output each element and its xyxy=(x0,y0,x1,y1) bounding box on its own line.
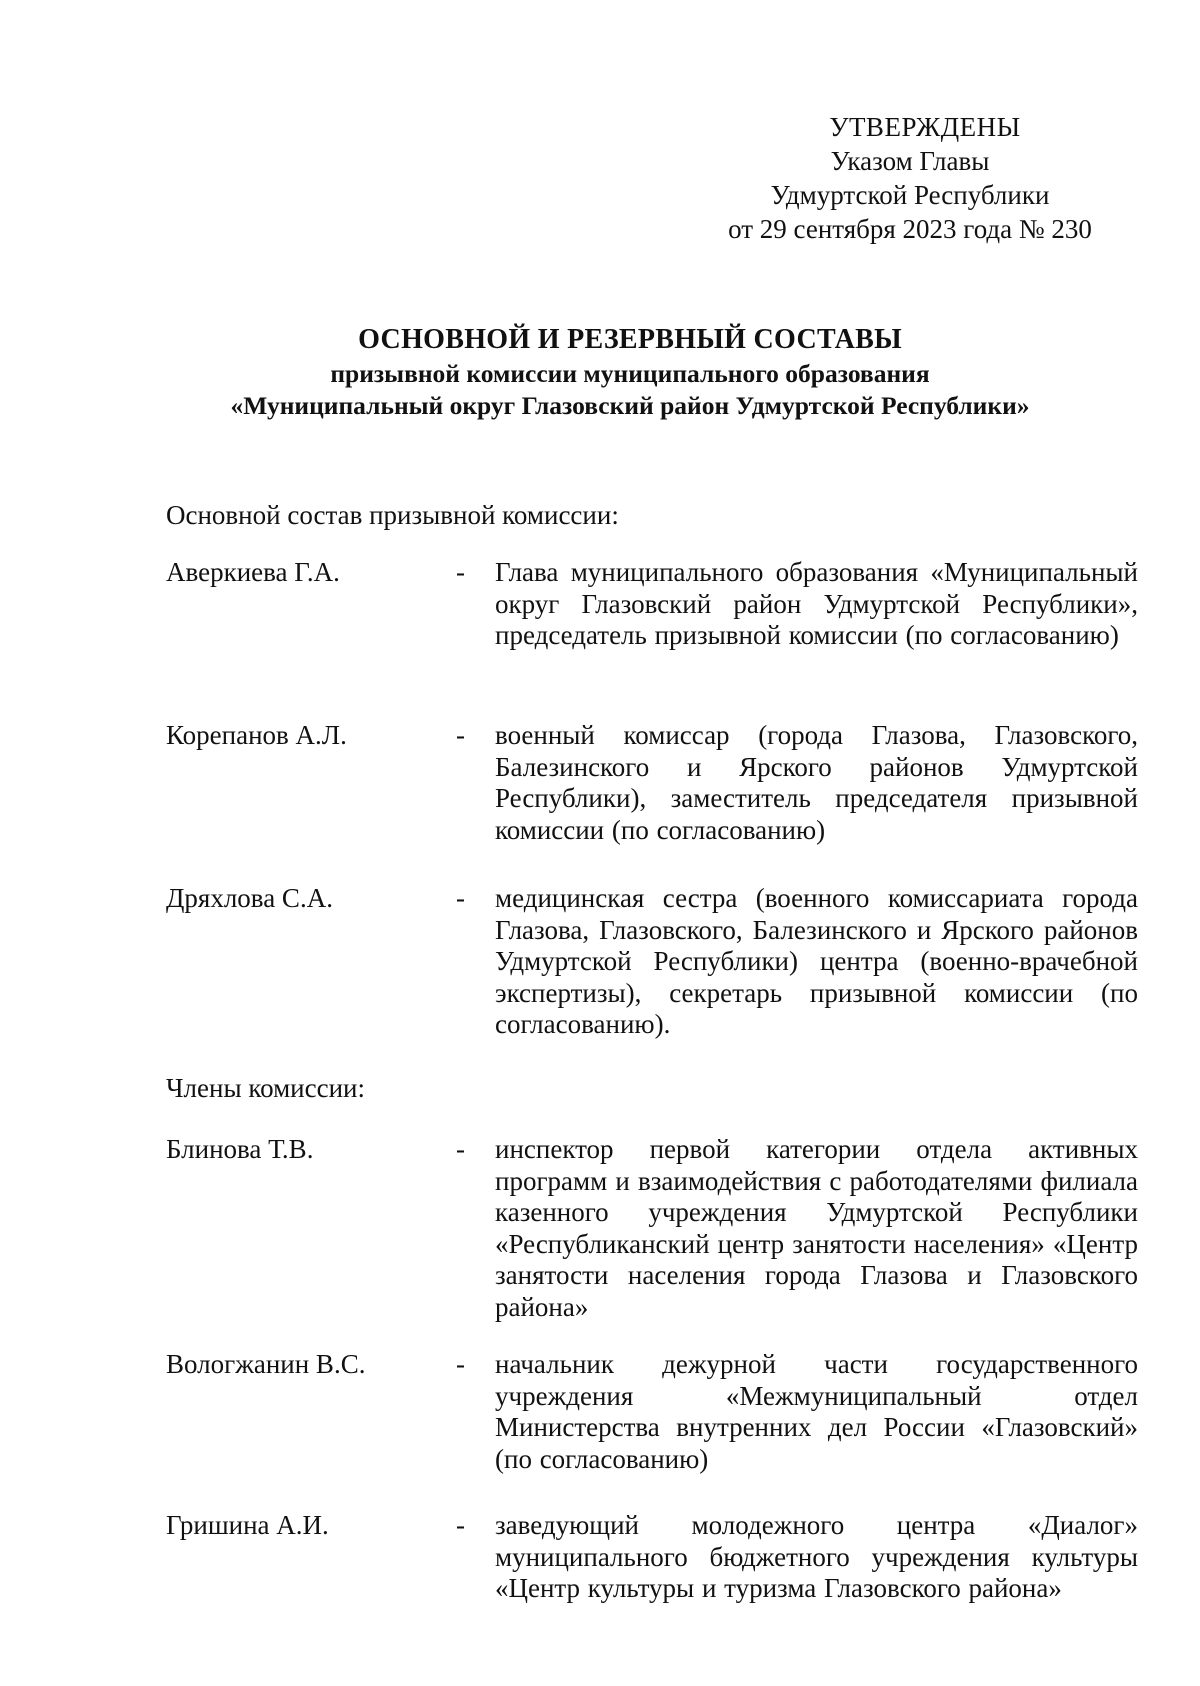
member-dash: - xyxy=(456,720,465,750)
member-dash: - xyxy=(456,1349,465,1379)
member-name: Дряхлова С.А. xyxy=(166,883,333,913)
member-role: начальник дежурной части государственного учреждения «Межмуниципальный отдел Министерства внутренних дел России «Глазовский» (по согласованию) xyxy=(495,1349,1138,1474)
member-name: Корепанов А.Л. xyxy=(166,720,347,750)
heading-sub-2: «Муниципальный округ Глазовский район Удмуртской Республики» xyxy=(230,391,1030,420)
member-role: военный комиссар (города Глазова, Глазовского, Балезинского и Ярского районов Удмуртской Республики), заместитель председателя призывной комиссии (по согласованию) xyxy=(495,720,1138,845)
member-dash: - xyxy=(456,1510,465,1540)
member-entry xyxy=(166,720,1138,846)
member-name: Вологжанин В.С. xyxy=(166,1349,366,1379)
member-name: Блинова Т.В. xyxy=(166,1134,314,1164)
member-entry xyxy=(166,557,1138,652)
member-role: инспектор первой категории отдела активных программ и взаимодействия с работодателями филиала казенного учреждения Удмуртской Республики «Республиканский центр занятости населения» «Центр занятости населения города Глазова и Глазовского района» xyxy=(495,1134,1138,1322)
approval-title: УТВЕРЖДЕНЫ xyxy=(829,112,1021,142)
approval-line-2: Удмуртской Республики xyxy=(770,180,1050,210)
member-role: медицинская сестра (военного комиссариата города Глазова, Глазовского, Балезинского и Ярского районов Удмуртской Республики) центра (военно-врачебной экспертизы), секретарь призывной комиссии (по согласованию). xyxy=(495,883,1138,1039)
member-dash: - xyxy=(456,883,465,913)
approval-stamp xyxy=(700,110,1120,246)
heading-main: ОСНОВНОЙ И РЕЗЕРВНЫЙ СОСТАВЫ xyxy=(358,324,902,355)
member-entry xyxy=(166,883,1138,1041)
member-role: Глава муниципального образования «Муниципальный округ Глазовский район Удмуртской Республики», председатель призывной комиссии (по согласованию) xyxy=(495,557,1138,650)
member-name: Гришина А.И. xyxy=(166,1510,329,1540)
heading-sub-1: призывной комиссии муниципального образования xyxy=(330,359,930,388)
document-heading xyxy=(140,322,1120,422)
member-entry xyxy=(166,1134,1138,1323)
approval-line-3: от 29 сентября 2023 года № 230 xyxy=(728,214,1092,244)
member-entry xyxy=(166,1510,1138,1605)
member-entry xyxy=(166,1349,1138,1475)
main-section-label: Основной состав призывной комиссии: xyxy=(166,500,619,530)
member-name: Аверкиева Г.А. xyxy=(166,557,340,587)
member-dash: - xyxy=(456,557,465,587)
approval-line-1: Указом Главы xyxy=(830,146,990,176)
member-dash: - xyxy=(456,1134,465,1164)
members-section-label: Члены комиссии: xyxy=(166,1073,365,1103)
member-role: заведующий молодежного центра «Диалог» муниципального бюджетного учреждения культуры «Центр культуры и туризма Глазовского района» xyxy=(495,1510,1138,1603)
